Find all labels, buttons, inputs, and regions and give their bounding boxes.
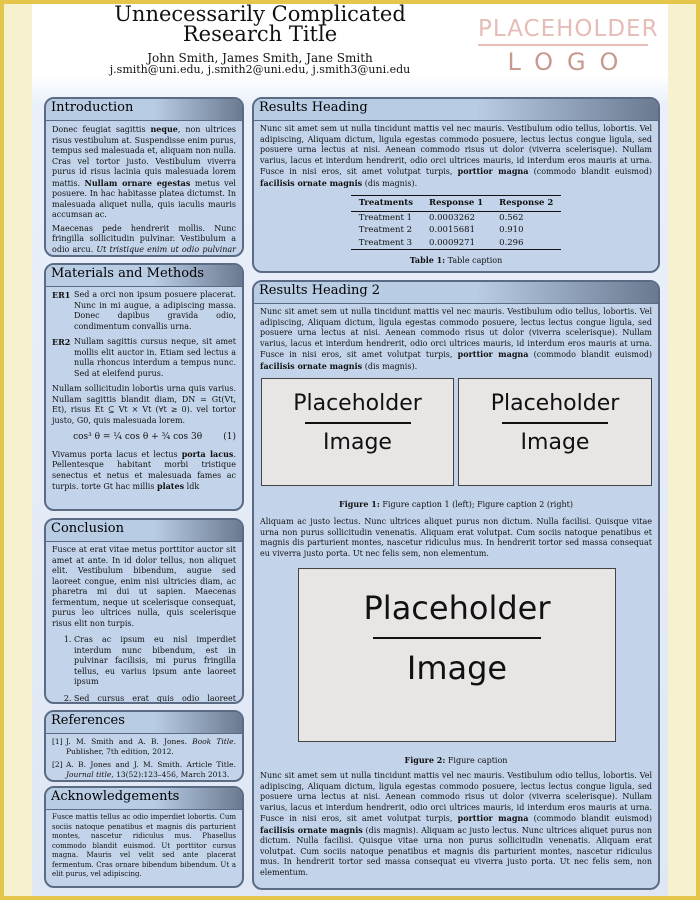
table-cell: Treatment 3 bbox=[351, 237, 421, 250]
conclusion-box bbox=[44, 518, 244, 704]
er1-label: ER1 bbox=[52, 290, 71, 300]
text-run: Nunc sit amet sem ut nulla tincidunt mattis vel nec mauris. Vestibulum odio tellus, lobortis. Vel adipiscing, Aliquam dictum, ligula egestas commodo posuere, lectus lectus congue ligula, sed posuere urna lectus at nisi. Aenean commodo risus ut dolor (viverra scelerisque). Nullam varius, lacus et interdum hendrerit, odio orci ultrices mauris, id interdum eros mauris at urna. Fusce in nisi eros, sit amet volutpat turpis, bbox=[260, 124, 652, 176]
authors: John Smith, James Smith, Jane Smith bbox=[147, 51, 373, 65]
methods-paragraph-1: Nullam sollicitudin lobortis urna quis varius. Nullam sagittis blandit diam, DN = Gt(Vt, Et), risus Et ⊆ Vt × Vt (∀t ≥ 0). vel tortor justo, G0, quis malesuada lorem. bbox=[52, 384, 236, 425]
reference-list bbox=[52, 737, 236, 779]
acknowledgements-text: Fusce mattis tellus ac odio imperdiet lobortis. Cum sociis natoque penatibus et magnis dis parturient montes, nascetur ridiculus mus. Phasellus commodo blandit euismod. Ut porttitor cursus magna. Mauris vel velit sed ante placerat fermentum. Cras ornare bibendum bibendum. Ut a elit purus, vel adipiscing. bbox=[52, 813, 236, 878]
reference-number: [2] bbox=[52, 760, 63, 769]
text-run: (commodo blandit euismod) bbox=[528, 814, 653, 823]
table-header: Response 1 bbox=[421, 196, 491, 212]
logo-top-text: PLACEHOLDER bbox=[478, 16, 648, 46]
table-row bbox=[351, 224, 562, 237]
results-body-2 bbox=[254, 304, 658, 378]
list-item: 1. Cras ac ipsum eu nisl imperdiet interdum nunc bibendum, est in pulvinar facilisis, mi purus fringilla tellus, eu varius ipsum ante laoreet ipsum bbox=[74, 635, 236, 688]
conclusion-body bbox=[46, 542, 242, 704]
italic-run: Ut tristique enim ut odio pulvinar bbox=[96, 244, 236, 254]
caption-text: Figure caption bbox=[445, 756, 508, 765]
results-paragraph bbox=[260, 124, 652, 189]
figure-1-caption bbox=[254, 499, 658, 509]
equation-number: (1) bbox=[223, 432, 236, 442]
text-run: (commodo blandit euismod) bbox=[528, 350, 653, 359]
table-cell: 0.910 bbox=[499, 225, 524, 235]
placeholder-image-large bbox=[298, 568, 616, 742]
placeholder-divider bbox=[502, 422, 608, 424]
references-body bbox=[46, 734, 242, 782]
table-cell: 0.0003262 bbox=[429, 212, 475, 223]
table-cell: Treatment 2 bbox=[358, 225, 413, 235]
text-run: Maecenas pede hendrerit mollis. Nunc fringilla sollicitudin pulvinar. Vestibulum a odio arcu. bbox=[52, 223, 236, 254]
text-run: Nunc sit amet sem ut nulla tincidunt mattis vel nec mauris. Vestibulum odio tellus, lobortis. Vel adipiscing, Aliquam dictum, ligula egestas commodo posuere, lectus lectus congue ligula, sed posuere urna lectus at nisi. Aenean commodo risus ut dolor (viverra scelerisque). Nullam varius, lacus et interdum hendrerit, odio orci ultrices mauris, id interdum eros mauris at urna. Fusce in nisi eros, sit amet volutpat turpis, bbox=[260, 771, 652, 823]
bold-run: plates bbox=[156, 481, 185, 491]
table-row bbox=[351, 211, 562, 224]
results-paragraph-3 bbox=[260, 771, 652, 878]
results-body-2c bbox=[254, 768, 658, 884]
title-line-2: Research Title bbox=[182, 22, 338, 46]
italic-run: Book Title bbox=[192, 737, 234, 746]
caption-label: Figure 1: bbox=[339, 499, 380, 509]
caption-text: Figure caption 1 (left); Figure caption 2 (right) bbox=[379, 500, 573, 509]
er1-item bbox=[52, 290, 236, 332]
results-heading-2: Results Heading 2 bbox=[253, 281, 659, 304]
methods-box bbox=[44, 263, 244, 511]
text-run: . Pellentesque habitant morbi tristique senectus et netus et malesuada fames ac turpis. torte Gt hac millis bbox=[52, 449, 236, 491]
text-run: , non ultrices risus vestibulum at. Suspendisse enim purus, tempus sed malesuada et, aliquam non nulla. Cras vel tortor justo. Vestibulum viverra purus id risus lacinia quis malesuada lorem mattis. bbox=[52, 125, 236, 188]
introduction-heading: Introduction bbox=[45, 98, 243, 121]
results-paragraph-2: Aliquam ac justo lectus. Nunc ultrices aliquet purus non dictum. Nulla facilisi. Quisque vitae urna non purus sollicitudin venenatis. Aliquam erat volutpat. Cum sociis natoque penatibus et magnis dis parturient montes, nascetur ridiculus mus. In hendrerit tortor sed massa consequat eu viverra justo porta. Ut nec felis sem, non elementum. bbox=[260, 517, 652, 558]
er2-item bbox=[52, 337, 236, 379]
conclusion-list bbox=[52, 635, 236, 704]
placeholder-image-right bbox=[458, 378, 652, 486]
references-heading: References bbox=[45, 711, 243, 734]
table-cell: 0.562 bbox=[499, 212, 524, 223]
placeholder-image-left bbox=[261, 378, 454, 486]
text-run: (dis magnis). Aliquam ac justo lectus. Nunc ultrices aliquet purus non dictum. Nulla facilisi. Quisque vitae urna non purus sollicitudin venenatis. Aliquam erat volutpat. Cum sociis natoque penatibus et magnis dis parturient montes, nascetur ridiculus mus. In hendrerit tortor sed massa consequat eu viverra justo porta. Ut nec felis sem, non elementum. bbox=[260, 825, 652, 877]
text-run: Nunc sit amet sem ut nulla tincidunt mattis vel nec mauris. Vestibulum odio tellus, lobortis. Vel adipiscing, Aliquam dictum, ligula egestas commodo posuere, lectus lectus congue ligula, sed posuere urna lectus at nisi. Aenean commodo risus ut dolor (viverra scelerisque). Nullam varius, lacus et interdum hendrerit, odio orci ultrices mauris, id interdum eros mauris at urna. Fusce in nisi eros, sit amet volutpat turpis, bbox=[260, 307, 652, 359]
text-run: (dis magnis). bbox=[362, 178, 418, 188]
bold-run: porttior magna bbox=[457, 813, 529, 823]
table-cell: 0.0009271 bbox=[421, 237, 491, 250]
placeholder-line-2: Image bbox=[520, 430, 590, 455]
results-box-1 bbox=[252, 97, 660, 273]
conclusion-heading: Conclusion bbox=[45, 519, 243, 542]
list-item: 2. Sed cursus erat quis odio laoreet bbox=[74, 694, 236, 705]
caption-label: Figure 2: bbox=[404, 755, 446, 765]
bold-run: porta lacus bbox=[181, 448, 234, 459]
results-body-1 bbox=[254, 121, 658, 270]
placeholder-divider bbox=[305, 422, 411, 424]
bold-run: facilisis ornate magnis bbox=[260, 824, 363, 835]
text-run: , 13(52):123–456, March 2013. bbox=[111, 769, 230, 779]
er2-label: ER2 bbox=[52, 337, 71, 347]
equation-math: cos³ θ = ¼ cos θ + ¾ cos 3θ bbox=[73, 432, 203, 442]
text-run: (dis magnis). bbox=[362, 361, 418, 371]
results-table bbox=[351, 195, 562, 250]
placeholder-line-1: Placeholder bbox=[293, 391, 422, 416]
conclusion-paragraph: Fusce at erat vitae metus porttitor auctor sit amet at ante. In id dolor tellus, non aliquet elit. Vestibulum bibendum, augue sed laoreet congue, enim nisi ultricies diam, ac pharetra mi dui ut sapien. Maecenas fermentum, neque ut scelerisque consequat, purus leo ultrices nulla, quis scelerisque risus elit non turpis. bbox=[52, 545, 236, 628]
text-run: Donec feugiat sagittis bbox=[52, 125, 151, 134]
placeholder-line-1: Placeholder bbox=[363, 589, 551, 627]
poster-title bbox=[100, 4, 420, 44]
acknowledgements-box bbox=[44, 786, 244, 888]
reference-number: [1] bbox=[52, 737, 63, 746]
placeholder-line-2: Image bbox=[406, 649, 508, 687]
table-header-row bbox=[351, 196, 562, 212]
results-heading-1: Results Heading bbox=[253, 98, 659, 121]
references-box bbox=[44, 710, 244, 782]
table-cell: Treatment 1 bbox=[358, 212, 413, 223]
poster-header bbox=[100, 4, 420, 76]
placeholder-line-1: Placeholder bbox=[490, 391, 620, 416]
er2-text: Nullam sagittis cursus neque, sit amet mollis elit auctor in. Etiam sed lectus a nulla rhoncus interdum a tempus nunc. Sed at eleifend purus. bbox=[74, 337, 236, 378]
acknowledgements-body bbox=[46, 810, 242, 886]
text-run: Vivamus porta lacus et lectus bbox=[52, 449, 182, 459]
placeholder-line-2: Image bbox=[323, 430, 392, 455]
reference-1 bbox=[52, 737, 236, 756]
methods-heading: Materials and Methods bbox=[45, 264, 243, 287]
table-header: Response 2 bbox=[491, 196, 561, 212]
table-header: Treatments bbox=[351, 196, 421, 212]
bold-run: facilisis ornate magnis bbox=[260, 360, 363, 371]
logo-bottom-text: LOGO bbox=[507, 48, 633, 76]
caption-label: Table 1: bbox=[409, 255, 446, 265]
introduction-body bbox=[46, 121, 242, 257]
placeholder-divider bbox=[373, 637, 541, 639]
bold-run: neque bbox=[150, 124, 178, 134]
bold-run: porttior magna bbox=[457, 166, 529, 176]
caption-text: Table caption bbox=[445, 256, 503, 265]
results-paragraph bbox=[260, 307, 652, 372]
text-run: ldk bbox=[184, 482, 200, 491]
text-run: (commodo blandit euismod) bbox=[528, 167, 653, 176]
title-line-1: Unnecessarily Complicated bbox=[114, 2, 406, 26]
results-body-2b bbox=[254, 514, 658, 565]
text-run: J. M. Smith and A. B. Jones. bbox=[66, 737, 193, 746]
italic-run: Journal title bbox=[66, 769, 112, 779]
table-cell: 0.296 bbox=[491, 237, 561, 250]
methods-paragraph-2 bbox=[52, 449, 236, 493]
er1-text: Sed a orci non ipsum posuere placerat. Nunc in mi augue, a adipiscing massa. Donec dapibus gravida odio, condimentum convallis urna. bbox=[74, 290, 236, 331]
reference-text bbox=[66, 760, 236, 779]
table-row bbox=[351, 237, 562, 250]
equation-1 bbox=[52, 432, 236, 443]
bold-run: Nullam ornare egestas bbox=[84, 177, 191, 188]
intro-paragraph-2 bbox=[52, 224, 236, 258]
results-box-2 bbox=[252, 280, 660, 890]
placeholder-logo bbox=[478, 16, 659, 76]
author-emails: j.smith@uni.edu, j.smith2@uni.edu, j.smith3@uni.edu bbox=[109, 63, 411, 76]
text-run bbox=[52, 255, 236, 257]
introduction-box bbox=[44, 97, 244, 257]
bold-run: porttior magna bbox=[457, 349, 529, 359]
reference-2 bbox=[52, 760, 236, 779]
methods-body bbox=[46, 287, 242, 499]
table-cell: 0.0015681 bbox=[429, 225, 475, 235]
table-caption bbox=[260, 255, 652, 267]
intro-paragraph-1 bbox=[52, 124, 236, 221]
text-run: metus vel posuere. In hac habitasse platea dictumst. In malesuada aliquet nulla, quis iaculis mauris accumsan ac. bbox=[52, 178, 236, 219]
text-run: . Publisher, 7th edition, 2012. bbox=[66, 737, 236, 756]
figure-2-caption bbox=[254, 755, 658, 765]
acknowledgements-heading: Acknowledgements bbox=[45, 787, 243, 810]
text-run: A. B. Jones and J. M. Smith. Article Title. bbox=[66, 760, 236, 769]
bold-run: facilisis ornate magnis bbox=[260, 177, 363, 188]
reference-text bbox=[66, 737, 236, 756]
